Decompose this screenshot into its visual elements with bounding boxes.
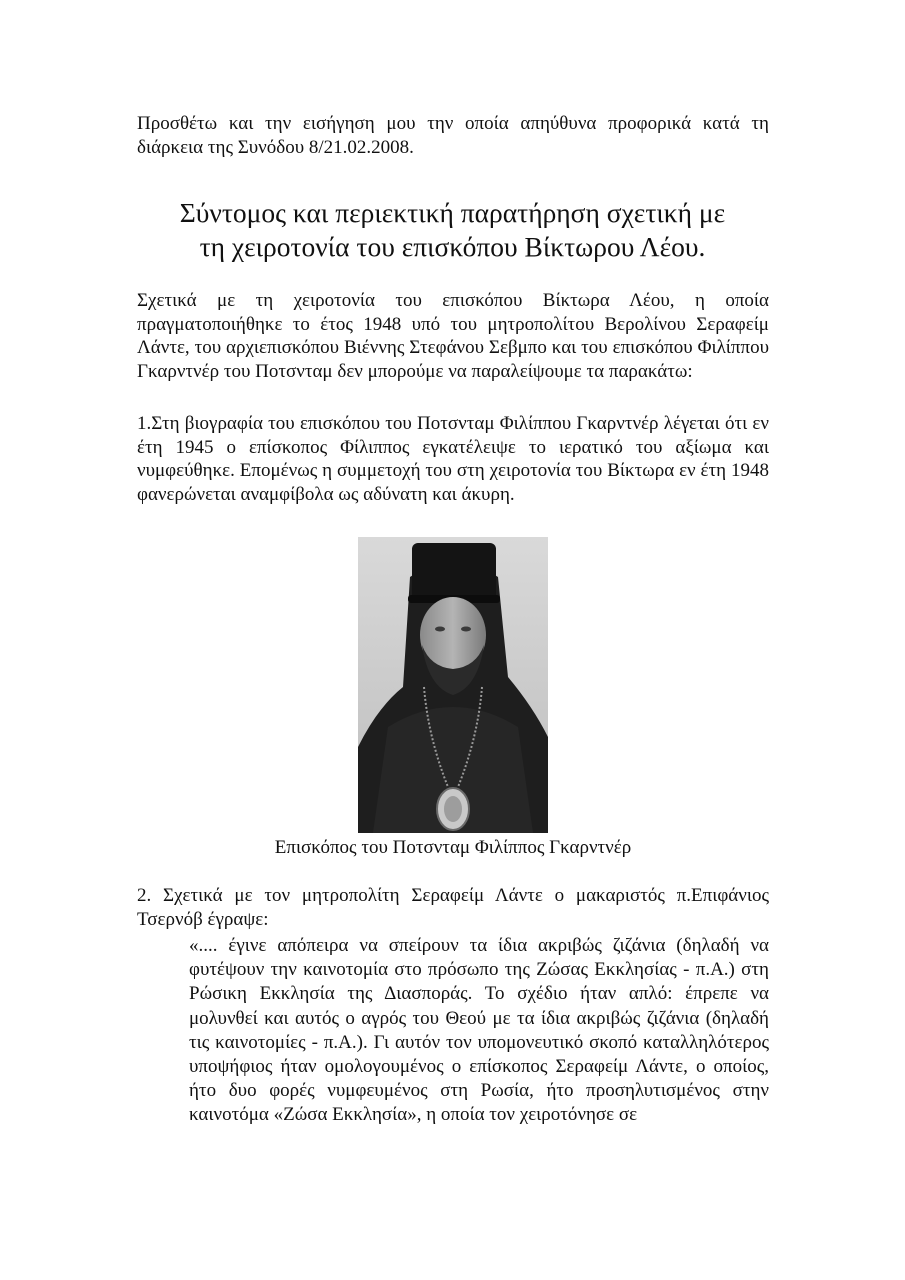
document-title	[100, 196, 805, 264]
point-1-paragraph: 1.Στη βιογραφία του επισκόπου του Ποτσνταμ Φιλίππου Γκαρντνέρ λέγεται ότι εν έτη 1945 ο επίσκοπος Φίλιππος εγκατέλειψε το ιερατικό του αξίωμα και νυμφεύθηκε. Επομένως η συμμετοχή του στη χειροτονία του Βίκτωρα εν έτη 1948 φανερώνεται αναμφίβολα ως αδύνατη και άκυρη.	[137, 413, 769, 505]
portrait-illustration	[358, 537, 548, 833]
intro-paragraph: Προσθέτω και την εισήγηση μου την οποία απηύθυνα προφορικά κατά τη διάρκεια της Συνόδου 8/21.02.2008.	[137, 113, 769, 158]
bishop-portrait-photo	[358, 537, 548, 833]
opening-paragraph: Σχετικά με τη χειροτονία του επισκόπου Βίκτωρα Λέου, η οποία πραγματοποιήθηκε το έτος 1948 υπό του μητροπολίτου Βερολίνου Σεραφείμ Λάντε, του αρχιεπισκόπου Βιέννης Στεφάνου Σεβμπο και του επισκόπου Φιλίππου Γκαρντνέρ του Ποτσνταμ δεν μπορούμε να παραλείψουμε τα παρακάτω:	[137, 290, 769, 382]
title-line-2: τη χειροτονία του επισκόπου Βίκτωρου Λέου.	[199, 231, 706, 262]
title-line-1: Σύντομος και περιεκτική παρατήρηση σχετική με	[179, 197, 726, 228]
quotation-block: «.... έγινε απόπειρα να σπείρουν τα ίδια ακριβώς ζιζάνια (δηλαδή να φυτέψουν την καινοτομία στο πρόσωπο της Ζώσας Εκκλησίας - π.Α.) στη Ρώσικη Εκκλησία της Διασποράς. Το σχέδιο ήταν απλό: έπρεπε να μολυνθεί και αυτός ο αγρός του Θεού με τα ίδια ακριβώς ζιζάνια (δηλαδή τις καινοτομίες - π.Α.). Γι αυτόν τον υπομονευτικό σκοπό καταλληλότερος υποψήφιος ήταν ομολογουμένος ο επίσκοπος Σεραφείμ Λάντε, ο οποίος, ήτο δυο φορές νυμφευμένος στη Ρωσία, ήτο προσηλυτισμένος στην καινοτόμα «Ζώσα Εκκλησία», η οποία τον χειροτόνησε σε	[189, 935, 769, 1126]
point-2-paragraph: 2. Σχετικά με τον μητροπολίτη Σεραφείμ Λάντε ο μακαριστός π.Επιφάνιος Τσερνόβ έγραψε:	[137, 885, 769, 930]
photo-caption: Επισκόπος του Ποτσνταμ Φιλίππος Γκαρντνέρ	[274, 837, 632, 858]
